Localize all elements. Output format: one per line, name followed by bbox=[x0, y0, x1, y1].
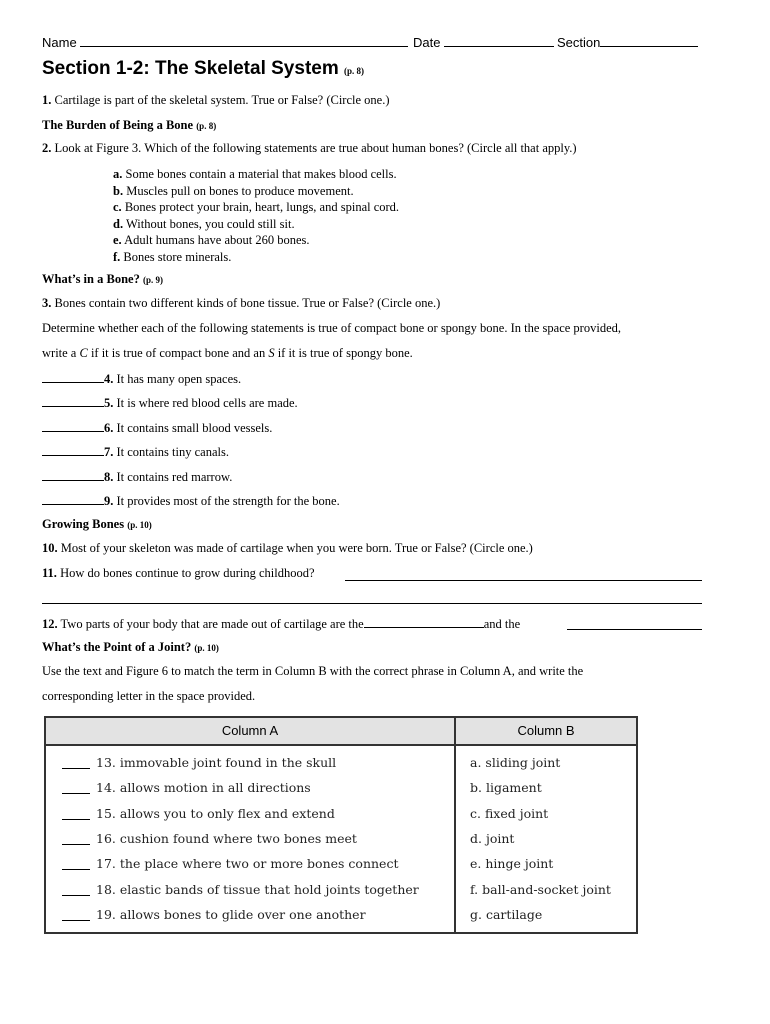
fill-item-4: 4. It has many open spaces. bbox=[42, 370, 241, 387]
column-a-header: Column A bbox=[46, 718, 454, 746]
column-b-item-c: c. fixed joint bbox=[470, 806, 549, 821]
column-b-item-e: e. hinge joint bbox=[470, 856, 554, 871]
column-b-item-b: b. ligament bbox=[470, 780, 542, 795]
answer-blank-17[interactable] bbox=[62, 869, 90, 870]
option-d[interactable]: d. Without bones, you could still sit. bbox=[113, 216, 295, 231]
subheading-whats-in-bone bbox=[42, 272, 163, 287]
option-b[interactable]: b. Muscles pull on bones to produce movement. bbox=[113, 183, 354, 198]
fill-item-9: 9. It provides most of the strength for the bone. bbox=[42, 492, 340, 509]
answer-blank-16[interactable] bbox=[62, 844, 90, 845]
q11-answer-line-1[interactable] bbox=[345, 580, 702, 581]
date-blank[interactable] bbox=[444, 34, 554, 47]
instructions-line-2: write a C if it is true of compact bone and an S if it is true of spongy bone. bbox=[42, 346, 413, 360]
question-number: 2. bbox=[42, 141, 52, 155]
answer-blank[interactable] bbox=[42, 370, 104, 383]
option-c[interactable]: c. Bones protect your brain, heart, lungs, and spinal cord. bbox=[113, 200, 400, 215]
question-text: Look at Figure 3. Which of the following statements are true about human bones? (Circle all that apply.) bbox=[54, 141, 577, 155]
q2-options bbox=[113, 166, 399, 266]
question-3 bbox=[42, 296, 440, 311]
section-blank[interactable] bbox=[600, 34, 698, 47]
title-text: Section 1-2: The Skeletal System bbox=[42, 58, 339, 79]
question-number: 11. bbox=[42, 566, 57, 580]
question-number: 1. bbox=[42, 93, 52, 107]
question-text: Two parts of your body that are made out of cartilage are the bbox=[60, 617, 364, 631]
answer-blank[interactable] bbox=[42, 394, 104, 407]
subheading-page-ref: (p. 9) bbox=[142, 275, 163, 285]
title-page-ref: (p. 8) bbox=[344, 66, 365, 76]
fill-item-5: 5. It is where red blood cells are made. bbox=[42, 394, 298, 411]
subheading-text: What’s the Point of a Joint? bbox=[42, 640, 192, 654]
column-a-item-18: 18. elastic bands of tissue that hold joints together bbox=[96, 882, 419, 897]
question-10 bbox=[42, 541, 533, 556]
subheading-text: The Burden of Being a Bone bbox=[42, 118, 194, 132]
question-1 bbox=[42, 93, 390, 108]
column-b-item-d: d. joint bbox=[470, 831, 515, 846]
question-text: Bones contain two different kinds of bone tissue. True or False? (Circle one.) bbox=[54, 296, 441, 310]
fill-item-7: 7. It contains tiny canals. bbox=[42, 443, 229, 460]
subheading-page-ref: (p. 10) bbox=[127, 520, 152, 530]
option-e[interactable]: e. Adult humans have about 260 bones. bbox=[113, 233, 310, 248]
subheading-text: Growing Bones bbox=[42, 517, 125, 531]
column-a-item-13: 13. immovable joint found in the skull bbox=[96, 755, 337, 770]
name-field[interactable] bbox=[42, 34, 408, 50]
column-divider bbox=[454, 718, 456, 932]
answer-blank-14[interactable] bbox=[62, 793, 90, 794]
column-a-item-17: 17. the place where two or more bones connect bbox=[96, 856, 399, 871]
q11-answer-line-2[interactable] bbox=[42, 603, 702, 604]
column-b-item-f: f. ball-and-socket joint bbox=[470, 882, 611, 897]
page-title bbox=[42, 58, 364, 80]
subheading-page-ref: (p. 8) bbox=[196, 121, 217, 131]
question-text-continued: and the bbox=[483, 617, 521, 631]
section-field[interactable] bbox=[557, 34, 698, 50]
subheading-page-ref: (p. 10) bbox=[194, 643, 219, 653]
instructions-line-1: Determine whether each of the following statements is true of compact bone or spongy bone. In the space provided, bbox=[42, 321, 621, 335]
fill-item-6: 6. It contains small blood vessels. bbox=[42, 419, 272, 436]
answer-blank[interactable] bbox=[42, 492, 104, 505]
fill-item-8: 8. It contains red marrow. bbox=[42, 468, 232, 485]
date-field[interactable] bbox=[413, 34, 554, 50]
answer-blank-18[interactable] bbox=[62, 895, 90, 896]
answer-blank-19[interactable] bbox=[62, 920, 90, 921]
matching-table bbox=[44, 716, 638, 934]
column-b-item-g: g. cartilage bbox=[470, 907, 543, 922]
answer-blank-13[interactable] bbox=[62, 768, 90, 769]
question-number: 10. bbox=[42, 541, 58, 555]
date-label: Date bbox=[413, 35, 441, 50]
column-a-item-15: 15. allows you to only flex and extend bbox=[96, 806, 335, 821]
instructions2-line-1: Use the text and Figure 6 to match the term in Column B with the correct phrase in Column A, and write the bbox=[42, 664, 584, 678]
answer-blank[interactable] bbox=[42, 468, 104, 481]
subheading-text: What’s in a Bone? bbox=[42, 272, 140, 286]
name-label: Name bbox=[42, 35, 77, 50]
question-text: Most of your skeleton was made of cartilage when you were born. True or False? (Circle one.) bbox=[60, 541, 533, 555]
subheading-growing-bones bbox=[42, 517, 152, 532]
answer-blank-15[interactable] bbox=[62, 819, 90, 820]
column-b-item-a: a. sliding joint bbox=[470, 755, 561, 770]
option-f[interactable]: f. Bones store minerals. bbox=[113, 249, 232, 264]
question-12 bbox=[42, 615, 520, 632]
column-a-item-14: 14. allows motion in all directions bbox=[96, 780, 311, 795]
section-label: Section bbox=[557, 35, 601, 50]
name-blank[interactable] bbox=[80, 34, 408, 47]
answer-blank[interactable] bbox=[42, 419, 104, 432]
question-2 bbox=[42, 141, 577, 156]
column-a-item-19: 19. allows bones to glide over one another bbox=[96, 907, 366, 922]
question-text: How do bones continue to grow during childhood? bbox=[60, 566, 315, 580]
question-text: Cartilage is part of the skeletal system. True or False? (Circle one.) bbox=[54, 93, 390, 107]
option-a[interactable]: a. Some bones contain a material that makes blood cells. bbox=[113, 167, 397, 181]
answer-blank[interactable] bbox=[364, 615, 484, 628]
column-a-item-16: 16. cushion found where two bones meet bbox=[96, 831, 357, 846]
column-b-header: Column B bbox=[456, 718, 636, 746]
subheading-burden bbox=[42, 118, 216, 133]
question-number: 12. bbox=[42, 617, 58, 631]
question-11 bbox=[42, 566, 315, 581]
subheading-point-of-joint bbox=[42, 640, 219, 655]
answer-blank[interactable] bbox=[42, 443, 104, 456]
instructions2-line-2: corresponding letter in the space provided. bbox=[42, 689, 256, 703]
q12-answer-line-2[interactable] bbox=[567, 629, 702, 630]
question-number: 3. bbox=[42, 296, 52, 310]
